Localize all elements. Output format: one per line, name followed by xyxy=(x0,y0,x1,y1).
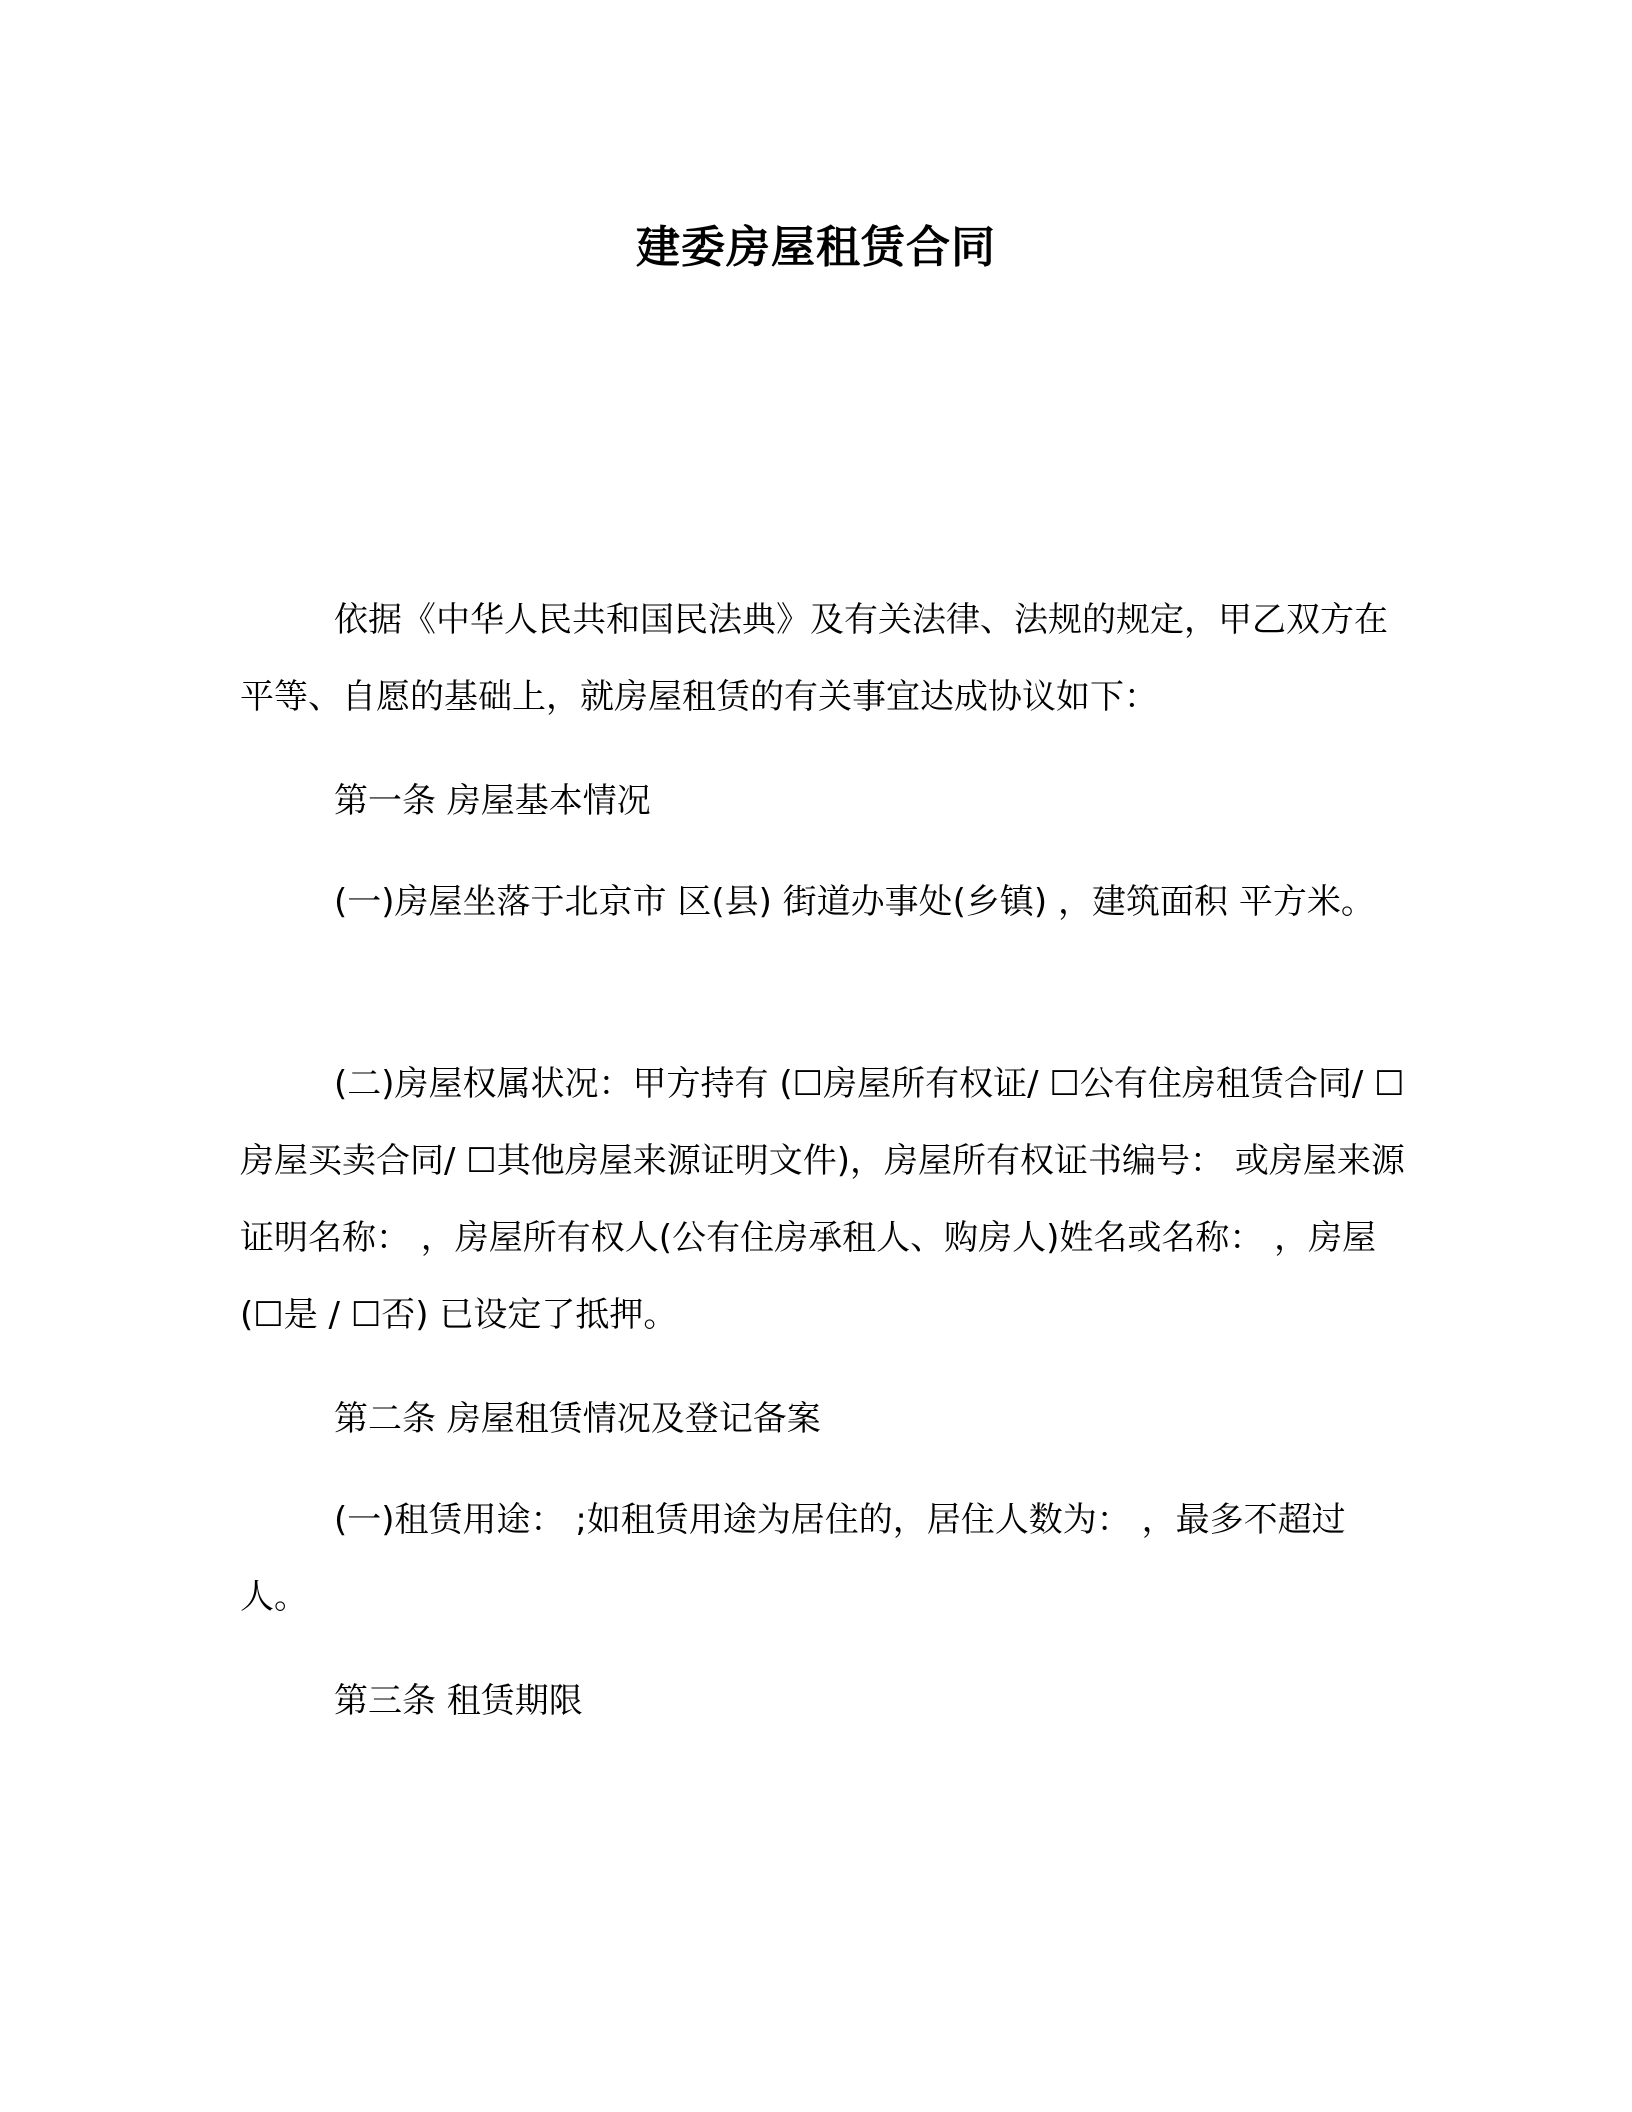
article-3-heading: 第三条 租赁期限 xyxy=(334,1681,583,1721)
article-2-clause-1: (一)租赁用途： ;如租赁用途为居住的，居住人数为： ，最多不超过 人。 xyxy=(240,1500,1346,1617)
article-1-clause-2: (二)房屋权属状况：甲方持有 (☐房屋所有权证/ ☐公有住房租赁合同/ ☐房屋买卖合同/ ☐其他房屋来源证明文件)，房屋所有权证书编号： 或房屋来源证明名称： ，房屋所有权人(公有住房承租人、购房人)姓名或名称： ，房屋(☐是 / ☐否) 已设定了抵押。 xyxy=(240,1064,1405,1335)
article-2-heading: 第二条 房屋租赁情况及登记备案 xyxy=(334,1399,821,1439)
document-title: 建委房屋租赁合同 xyxy=(636,222,996,273)
article-1-heading: 第一条 房屋基本情况 xyxy=(334,781,651,821)
article-1-clause-1: (一)房屋坐落于北京市 区(县) 街道办事处(乡镇) ，建筑面积 平方米。 xyxy=(334,882,1375,922)
intro-paragraph: 依据《中华人民共和国民法典》及有关法律、法规的规定，甲乙双方在平等、自愿的基础上，就房屋租赁的有关事宜达成协议如下： xyxy=(240,600,1388,717)
